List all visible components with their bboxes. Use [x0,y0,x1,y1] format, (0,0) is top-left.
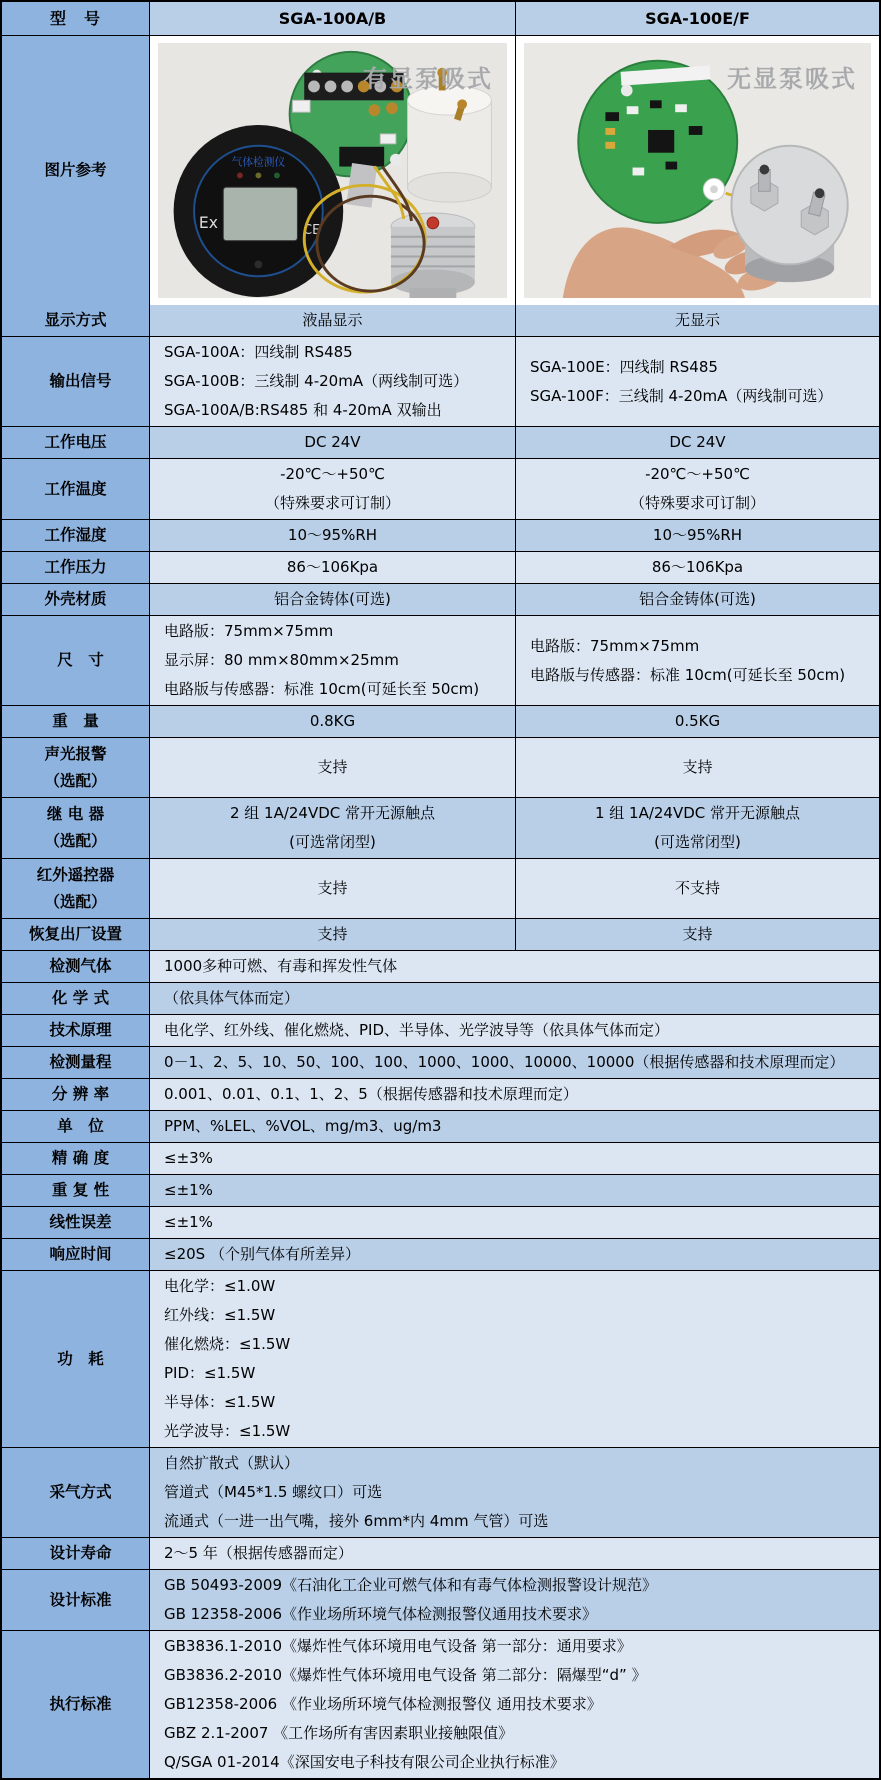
value-cell-left [150,305,516,336]
spec-rows-container [2,305,879,1778]
aluminium-sensor-icon [731,146,847,282]
value-cell-span [150,1079,879,1110]
value-cell-right [516,919,879,950]
spec-row-12 [2,918,879,950]
model-header-label: 型 号 [2,2,150,35]
row-label [2,919,150,950]
spec-row-24 [2,1447,879,1537]
value-cell-left [150,859,516,918]
row-label [2,459,150,519]
spec-row-16 [2,1046,879,1078]
cell-line: （特殊要求可订制） [629,494,765,512]
value-cell-span [150,1448,879,1537]
value-cell-span [150,951,879,982]
cell-line: 支持 [317,758,348,776]
row-label [2,1079,150,1110]
model-name-right: SGA-100E/F [516,2,879,35]
spec-row-8 [2,705,879,737]
cell-line: 响应时间 [49,1245,112,1263]
spec-row-13 [2,950,879,982]
cell-line: 光学波导：≤1.5W [164,1422,291,1440]
spec-row-18 [2,1110,879,1142]
cell-line: 输出信号 [49,372,112,390]
cell-line: （特殊要求可订制） [264,494,400,512]
value-cell-span [150,1538,879,1569]
spec-row-3 [2,458,879,519]
cell-line: SGA-100B：三线制 4-20mA（两线制可选） [164,372,469,390]
row-label [2,1175,150,1206]
value-cell-span [150,1047,879,1078]
row-label [2,427,150,458]
cell-line: 半导体：≤1.5W [164,1393,276,1411]
cell-line: ≤±3% [164,1149,213,1167]
cell-line: 外壳材质 [44,590,107,608]
cell-line: 0.8KG [309,712,356,730]
cell-line: 工作电压 [44,433,107,451]
cell-line: 催化燃烧：≤1.5W [164,1335,291,1353]
cell-line: 执行标准 [49,1695,112,1713]
cell-line: 86～106Kpa [286,558,379,576]
value-cell-right [516,305,879,336]
value-cell-left [150,459,516,519]
cell-line: 电路版：75mm×75mm [530,636,700,655]
row-label [2,1047,150,1078]
value-cell-left [150,616,516,705]
value-cell-left [150,706,516,737]
row-label [2,798,150,858]
cell-line: （依具体气体而定） [164,989,300,1007]
ce-mark-text: CE [303,222,321,238]
cell-line: 2～5 年（根据传感器而定） [164,1544,353,1562]
cell-line: 液晶显示 [302,311,363,329]
cell-line: GB 50493-2009《石油化工企业可燃气体和有毒气体检测报警设计规范》 [164,1576,657,1594]
photo-reference-row [2,35,879,305]
cell-line: 电路版：75mm×75mm [164,622,334,640]
spec-row-2 [2,426,879,458]
value-cell-span [150,1570,879,1630]
cell-line: (可选常闭型) [654,833,741,851]
spec-row-21 [2,1206,879,1238]
spec-row-0 [2,305,879,336]
row-label [2,584,150,615]
cell-line: 0.5KG [674,712,721,730]
cell-line: 10～95%RH [287,526,378,544]
product-photo-no-display [524,43,871,298]
value-cell-span [150,1207,879,1238]
spec-row-1 [2,336,879,426]
row-label [2,859,150,918]
value-cell-span [150,1631,879,1778]
cell-line: 支持 [317,925,348,943]
value-cell-right [516,706,879,737]
cell-line: 功 耗 [57,1349,104,1368]
cell-line: 设计寿命 [49,1544,112,1562]
cell-line: 1 组 1A/24VDC 常开无源触点 [594,804,801,822]
row-label [2,1570,150,1630]
detector-title-text: 气体检测仪 [231,155,286,169]
spec-row-20 [2,1174,879,1206]
cell-line: ≤±1% [164,1213,213,1231]
spec-row-9 [2,737,879,797]
cell-line: ≤20S （个别气体有所差异） [164,1245,360,1263]
spec-row-11 [2,858,879,918]
cell-line: 10～95%RH [652,526,743,544]
cell-line: DC 24V [304,433,361,451]
spec-row-7 [2,615,879,705]
cell-line: 显示方式 [44,311,107,329]
cell-line: 铝合金铸体(可选) [639,590,756,608]
value-cell-span [150,1111,879,1142]
cell-line: 电路版与传感器：标准 10cm(可延长至 50cm) [530,665,846,684]
cell-line: 支持 [682,758,713,776]
cell-line: 检测气体 [49,957,112,975]
cell-line: GB 12358-2006《作业场所环境气体检测报警仪通用技术要求》 [164,1605,597,1623]
row-label [2,1271,150,1447]
value-cell-span [150,1239,879,1270]
cell-line: 支持 [317,879,348,897]
value-cell-left [150,584,516,615]
cell-line: 不支持 [674,879,720,897]
cell-line: SGA-100A/B:RS485 和 4-20mA 双输出 [164,401,442,419]
row-label [2,951,150,982]
row-label [2,1111,150,1142]
cell-line: Q/SGA 01-2014《深国安电子科技有限公司企业执行标准》 [164,1753,565,1771]
cell-line: ≤±1% [164,1181,213,1199]
cell-line: (可选常闭型) [289,833,376,851]
photo-row-label: 图片参考 [2,36,150,305]
cell-line: GBZ 2.1-2007 《工作场所有害因素职业接触限值》 [164,1724,514,1742]
cell-line: 管道式（M45*1.5 螺纹口）可选 [164,1483,383,1501]
cell-line: 检测量程 [49,1053,112,1071]
row-label [2,1448,150,1537]
pcb-board-icon [578,61,737,223]
value-cell-left [150,738,516,797]
cell-line: 线性误差 [49,1213,112,1231]
value-cell-left [150,520,516,551]
cell-line: 重 复 性 [51,1181,110,1199]
value-cell-right [516,552,879,583]
cell-line: 红外线：≤1.5W [164,1306,276,1324]
cell-line: 显示屏：80 mm×80mm×25mm [164,651,399,669]
value-cell-span [150,1143,879,1174]
cell-line: 工作湿度 [44,526,107,544]
spec-row-5 [2,551,879,583]
cell-line: 精 确 度 [51,1149,110,1167]
value-cell-right [516,584,879,615]
spec-row-17 [2,1078,879,1110]
cell-line: 重 量 [52,712,99,730]
cell-line: 工作温度 [44,479,107,498]
cell-line: DC 24V [669,433,726,451]
cell-line: SGA-100A：四线制 RS485 [164,343,353,361]
row-label [2,552,150,583]
cell-line: 流通式（一进一出气嘴，接外 6mm*内 4mm 气管）可选 [164,1512,549,1530]
row-label [2,1143,150,1174]
cell-line: （选配） [44,832,107,850]
cell-line: 0－1、2、5、10、50、100、100、1000、1000、10000、10000（根据传感器和技术原理而定） [164,1053,845,1071]
cell-line: 电化学：≤1.0W [164,1277,276,1295]
cell-line: 声光报警 [44,744,107,763]
row-label [2,616,150,705]
value-cell-right [516,859,879,918]
cell-line: 支持 [682,925,713,943]
spec-row-4 [2,519,879,551]
value-cell-left [150,919,516,950]
cell-line: 红外遥控器 [36,865,115,884]
spec-row-19 [2,1142,879,1174]
cell-line: 设计标准 [49,1590,112,1609]
value-cell-left [150,798,516,858]
row-label [2,1015,150,1046]
cell-line: 分 辨 率 [51,1085,110,1103]
watermark-left: 有显泵吸式 [363,65,493,93]
cell-line: （选配） [44,892,107,911]
cell-line: 电化学、红外线、催化燃烧、PID、半导体、光学波导等（依具体气体而定） [164,1021,670,1039]
value-cell-span [150,1271,879,1447]
value-cell-right [516,738,879,797]
row-label [2,738,150,797]
value-cell-right [516,798,879,858]
cell-line: -20℃～+50℃ [280,465,385,483]
cell-line: PPM、%LEL、%VOL、mg/m3、ug/m3 [164,1117,442,1135]
cell-line: 铝合金铸体(可选) [274,590,391,608]
product-photo-with-display [158,43,507,298]
cell-line: 86～106Kpa [651,558,744,576]
watermark-right: 无显泵吸式 [727,65,857,93]
cell-line: 自然扩散式（默认） [164,1454,300,1472]
photo-cell-sga100ab [150,36,516,305]
row-label [2,1239,150,1270]
spec-row-6 [2,583,879,615]
cell-line: 恢复出厂设置 [28,925,122,943]
cell-line: 采气方式 [49,1483,112,1501]
cell-line: 尺 寸 [57,651,104,669]
ex-mark-text: Ex [198,212,219,232]
value-cell-right [516,520,879,551]
value-cell-right [516,427,879,458]
cell-line: 电路版与传感器：标准 10cm(可延长至 50cm) [164,680,480,698]
value-cell-left [150,337,516,426]
row-label [2,337,150,426]
cell-line: 化 学 式 [51,989,110,1007]
spec-row-14 [2,982,879,1014]
value-cell-right [516,459,879,519]
finned-sensor-icon [391,213,475,298]
cell-line: （选配） [44,771,107,790]
cell-line: GB3836.2-2010《爆炸性气体环境用电气设备 第二部分：隔爆型“d” 》 [164,1666,647,1684]
cell-line: 继 电 器 [46,805,105,823]
row-label [2,520,150,551]
spec-row-22 [2,1238,879,1270]
row-label [2,1207,150,1238]
cell-line: 无显示 [674,311,720,329]
model-name-left: SGA-100A/B [150,2,516,35]
value-cell-span [150,983,879,1014]
cell-line: GB3836.1-2010《爆炸性气体环境用电气设备 第一部分：通用要求》 [164,1637,632,1655]
cell-line: 工作压力 [44,558,107,576]
cell-line: SGA-100F：三线制 4-20mA（两线制可选） [530,386,833,405]
value-cell-left [150,427,516,458]
value-cell-right [516,337,879,426]
spec-row-26 [2,1569,879,1630]
row-label [2,1631,150,1778]
cell-line: -20℃～+50℃ [645,465,750,483]
cell-line: 0.001、0.01、0.1、1、2、5（根据传感器和技术原理而定） [164,1085,578,1103]
cell-line: PID：≤1.5W [164,1364,256,1382]
spec-row-25 [2,1537,879,1569]
cell-line: GB12358-2006 《作业场所环境气体检测报警仪 通用技术要求》 [164,1695,602,1713]
cell-line: SGA-100E：四线制 RS485 [530,357,718,376]
value-cell-right [516,616,879,705]
cell-line: 技术原理 [49,1021,112,1039]
cell-line: 单 位 [57,1117,104,1135]
value-cell-span [150,1175,879,1206]
spec-row-15 [2,1014,879,1046]
row-label [2,1538,150,1569]
spec-row-23 [2,1270,879,1447]
spec-row-27 [2,1630,879,1778]
photo-cell-sga100ef [516,36,879,305]
table-header-row [2,2,879,35]
value-cell-left [150,552,516,583]
value-cell-span [150,1015,879,1046]
cell-line: 2 组 1A/24VDC 常开无源触点 [229,804,436,822]
row-label [2,305,150,336]
cell-line: 1000多种可燃、有毒和挥发性气体 [164,957,398,975]
row-label [2,983,150,1014]
spec-row-10 [2,797,879,858]
row-label [2,706,150,737]
